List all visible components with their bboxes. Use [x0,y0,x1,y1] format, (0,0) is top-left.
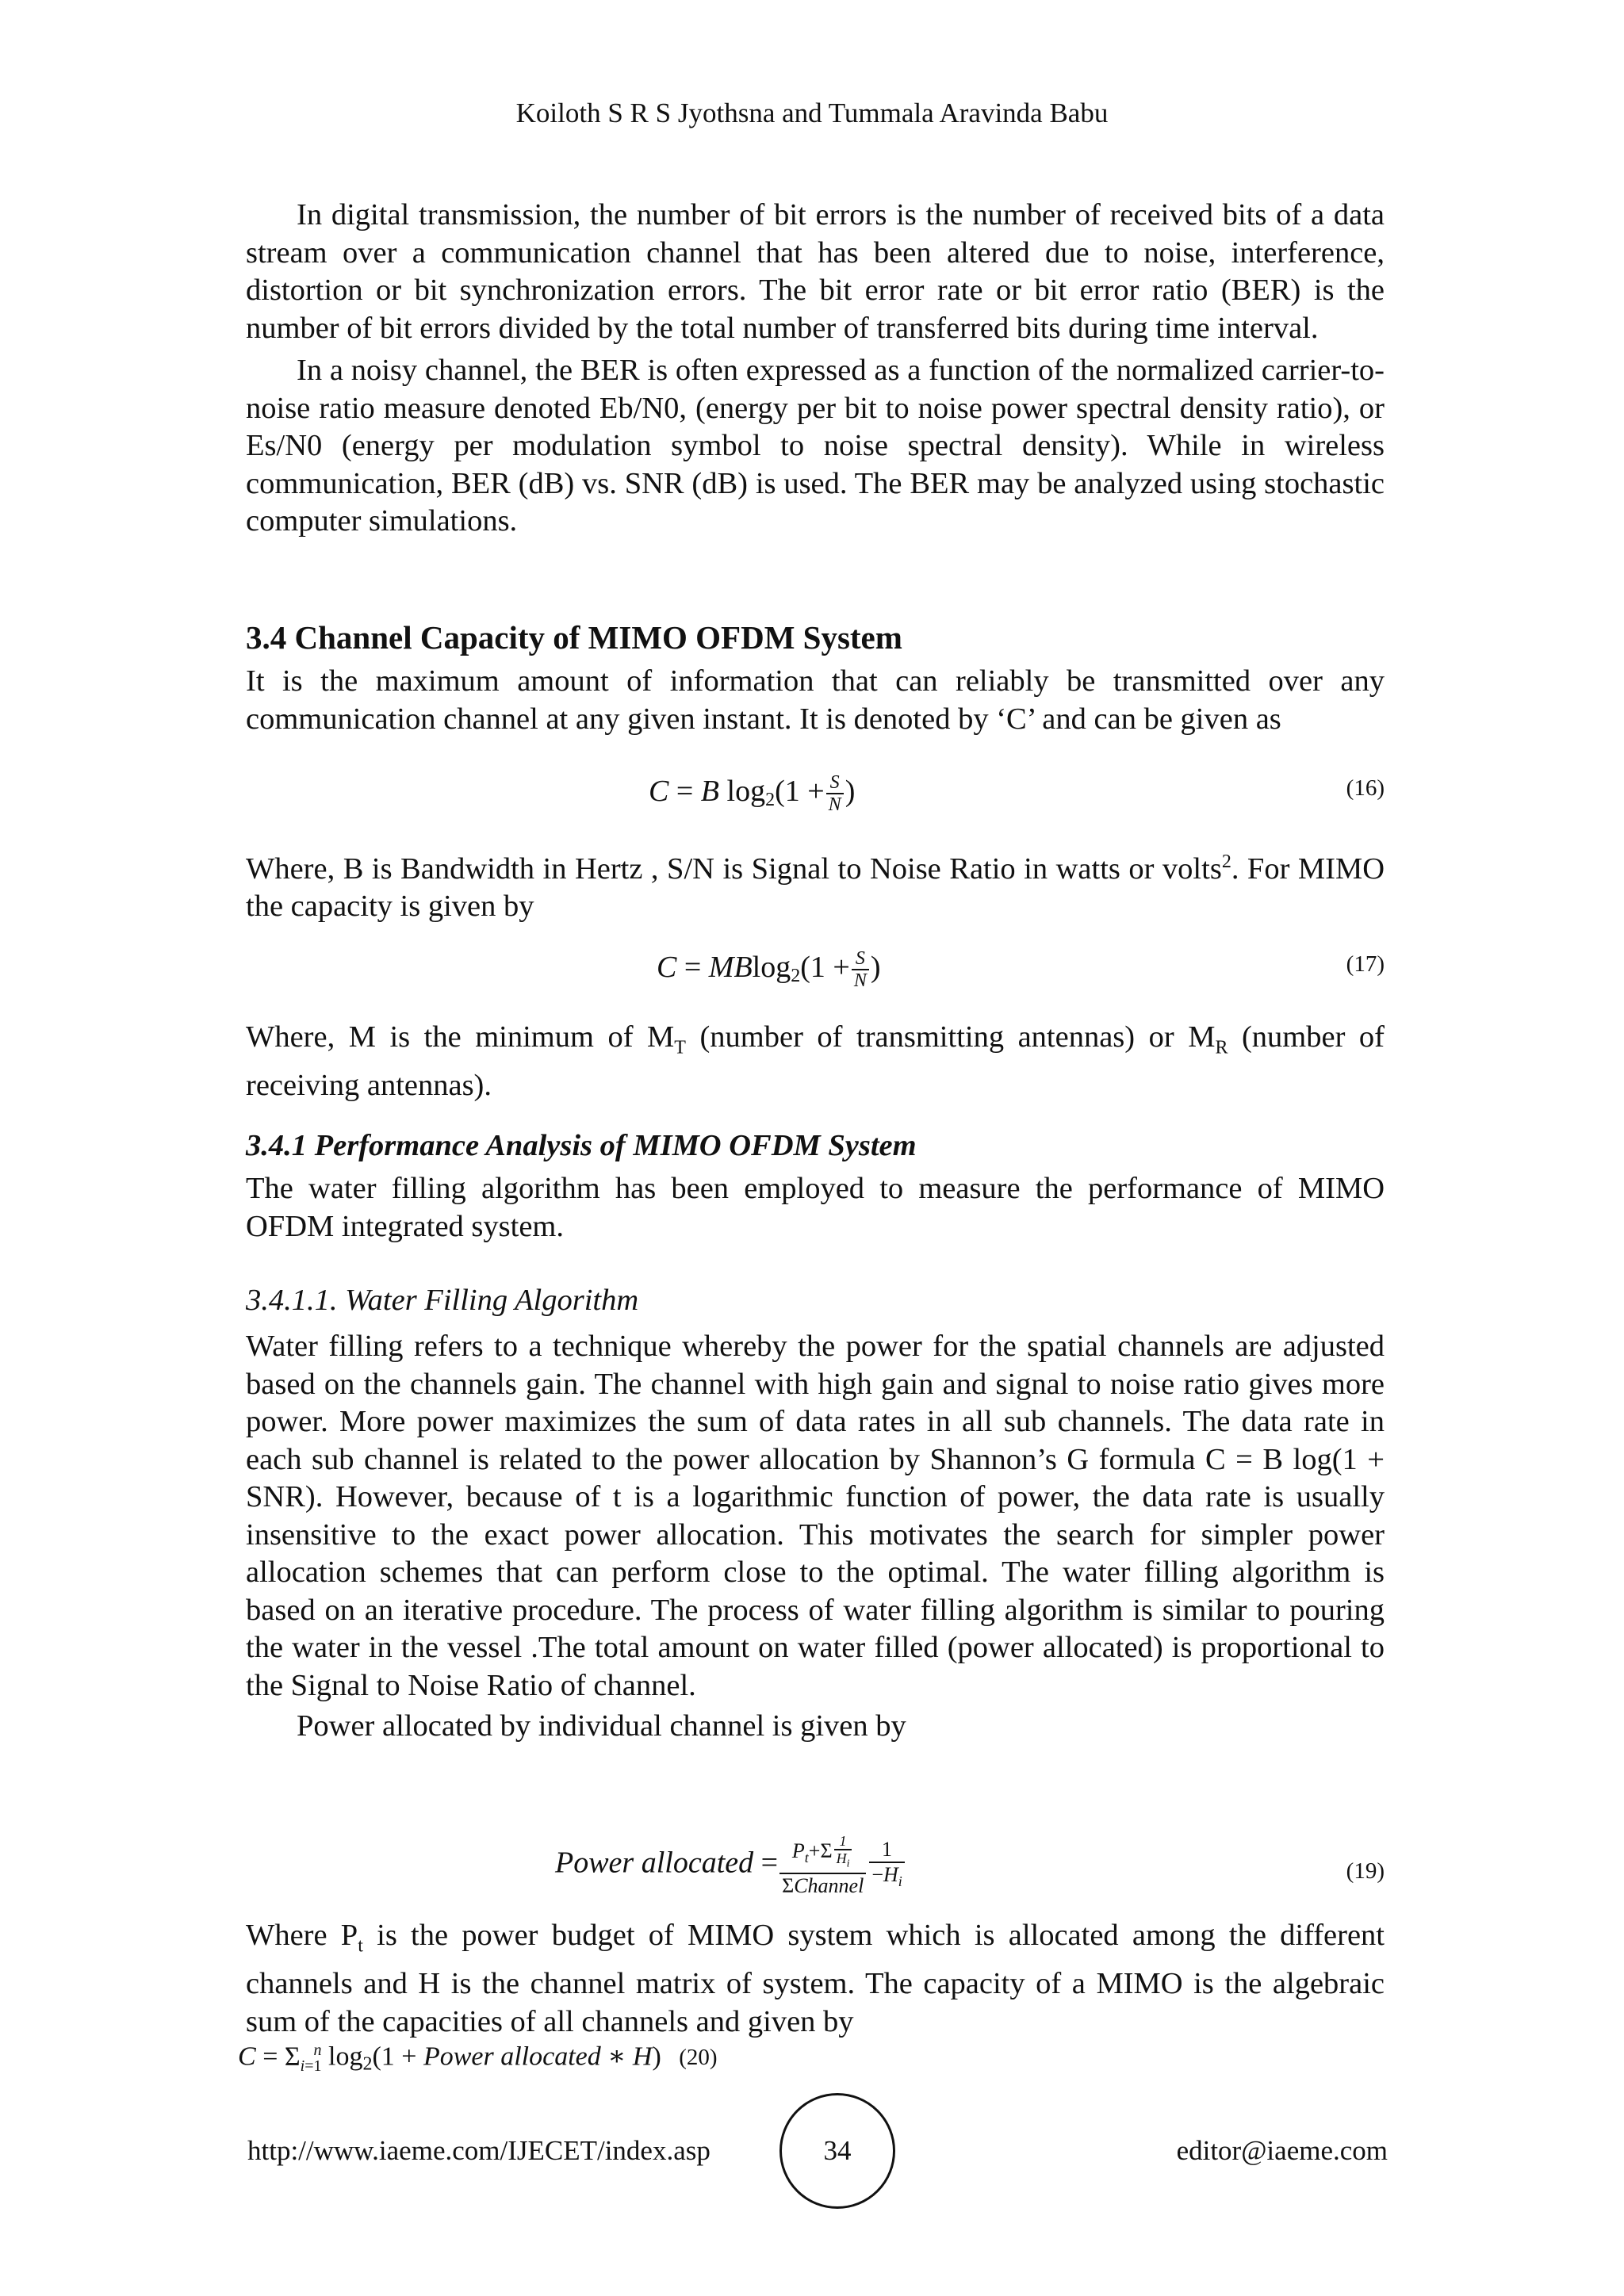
section-3-4-1-1 [246,1280,1385,1746]
section-3-4-1-1-paragraph-3-block [246,1917,1385,2041]
section-3-4-paragraph-2: Where, B is Bandwidth in Hertz , S/N is Signal to Noise Ratio in watts or volts$^2$. For MIMO the capacity is given by [246,851,1385,924]
footer-url[interactable]: http://www.iaeme.com/IJECET/index.asp [247,2135,710,2166]
intro-paragraph-2: In a noisy channel, the BER is often expressed as a function of the normalized carrier-to-noise ratio measure denoted Eb/N0, (energy per bit to noise power spectral density ratio), or Es/N0 (energy per modulation symbol to noise spectral density). While in wireless communication, BER (dB) vs. SNR (dB) is used. The BER may be analyzed using stochastic computer simulations. [246,354,1385,538]
section-3-4-paragraph-2-block [246,844,1385,926]
equation-number: (20) [679,2045,718,2071]
equation-number: (16) [1346,775,1385,801]
equation-16-row [246,767,1385,831]
section-3-4-paragraph-3: Where, M is the minimum of $M_T$ (number of transmitting antennas) or $M_R$ (number of receiving antennas). [246,1020,1385,1103]
footer-email[interactable]: editor@iaeme.com [1176,2135,1388,2166]
equation-17-row [246,943,1385,1007]
subsection-heading: 3.4.1 Performance Analysis of MIMO OFDM System [246,1129,917,1162]
subsubsection-heading: 3.4.1.1. Water Filling Algorithm [246,1284,639,1317]
running-header: Koiloth S R S Jyothsna and Tummala Aravinda Babu [515,98,1109,128]
equation-17: C = MBlog$_2$(1 + $\frac{S}{N}$ ) [657,948,881,992]
section-3-4-1-1-paragraph-3: Where $P_t$ is the power budget of MIMO system which is allocated among the different channels and H is the channel matrix of system. The capacity of a MIMO is the algebraic sum of the capacities of all channels and given by [246,1919,1385,2038]
section-3-4-paragraph-1: It is the maximum amount of information that can reliably be transmitted over any communication channel at any given instant. It is denoted by ‘C’ and can be given as [246,664,1385,736]
equation-number: (19) [1346,1858,1385,1884]
equation-number: (17) [1346,951,1385,977]
section-3-4-1-1-paragraph-2: Power allocated by individual channel is given by [297,1709,906,1743]
section-3-4-1 [246,1126,1385,1246]
section-3-4 [246,617,1385,738]
equation-19: Power allocated = $P_t+\Sigma$ $\frac{1}{H_i}$ ΣChannel $\frac{1}{-H_i}$ [555,1833,906,1898]
equation-16: C = B $\log_2(1$ + $\frac{S}{N}$ ) [649,772,856,816]
section-3-4-paragraph-3-block [246,1019,1385,1105]
section-3-4-1-1-paragraph-1: Water filling refers to a technique whereby the power for the spatial channels are adjusted based on the channels gain. The channel with high gain and signal to noise ratio gives more power. More power maximizes the sum of data rates in all sub channels. The data rate in each sub channel is related to the power allocation by Shannon’s G formula C = B log(1 + SNR). However, because of t is a logarithmic function of power, the data rate is usually insensitive to the exact power allocation. This motivates the search for simpler power allocation schemes that can perform close to the optimal. The water filling algorithm is based on an iterative procedure. The process of water filling algorithm is similar to pouring the water in the vessel .The total amount on water filled (power allocated) is proportional to the Signal to Noise Ratio of channel. [246,1330,1385,1702]
section-heading: 3.4 Channel Capacity of MIMO OFDM System [246,619,902,656]
page-number: 34 [779,2093,895,2209]
intro-block [246,197,1385,541]
equation-20: $C = \Sigma_{i=1}^n$ $\log_2(1$ + Power allocated ∗ H) (20) [238,2042,718,2076]
intro-paragraph-1: In digital transmission, the number of bit errors is the number of received bits of a data stream over a communication channel that has been altered due to noise, interference, distortion or bit synchronization errors. The bit error rate or bit error ratio (BER) is the number of bit errors divided by the total number of transferred bits during time interval. [246,198,1385,345]
equation-19-row [246,1823,1385,1911]
section-3-4-1-paragraph-1: The water filling algorithm has been employed to measure the performance of MIMO OFDM integrated system. [246,1172,1385,1243]
